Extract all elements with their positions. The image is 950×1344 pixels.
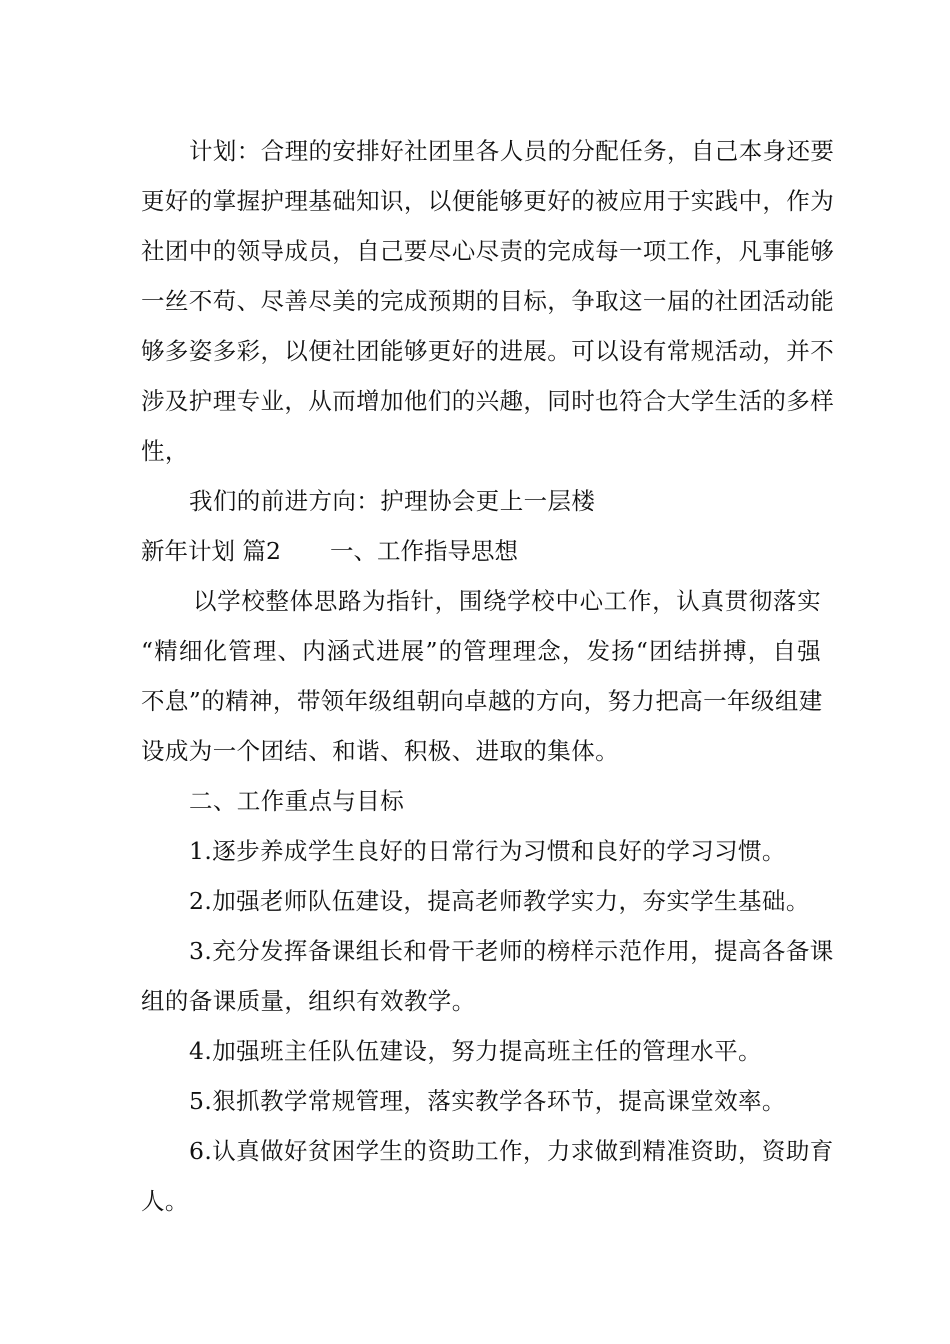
heading-focus-goals: 二、工作重点与目标 <box>189 787 405 815</box>
text-line: 一丝不苟、尽善尽美的完成预期的目标，争取这一届的社团活动能 <box>141 287 835 315</box>
text-line: “精细化管理、内涵式进展”的管理理念，发扬“团结拼搏，自强 <box>141 637 821 665</box>
list-item-continuation: 组的备课质量，组织有效教学。 <box>141 987 476 1015</box>
text-line: 更好的掌握护理基础知识，以便能够更好的被应用于实践中，作为 <box>141 187 835 215</box>
text-line: 不息”的精神，带领年级组朝向卓越的方向，努力把高一年级组建 <box>141 687 823 715</box>
text-line: 设成为一个团结、和谐、积极、进取的集体。 <box>141 737 619 765</box>
list-item: 2.加强老师队伍建设，提高老师教学实力，夯实学生基础。 <box>189 887 810 915</box>
text-line: 够多姿多彩，以便社团能够更好的进展。可以设有常规活动，并不 <box>141 337 835 365</box>
list-item: 3.充分发挥备课组长和骨干老师的榜样示范作用，提高各备课 <box>189 937 834 965</box>
list-item: 1.逐步养成学生良好的日常行为习惯和良好的学习习惯。 <box>189 837 786 865</box>
heading-guiding-thought: 一、工作指导思想 <box>330 537 518 565</box>
text-line: 性， <box>141 437 189 465</box>
list-item: 4.加强班主任队伍建设，努力提高班主任的管理水平。 <box>189 1037 762 1065</box>
text-line: 涉及护理专业，从而增加他们的兴趣，同时也符合大学生活的多样 <box>141 387 835 415</box>
section-title: 新年计划 篇2 <box>141 537 281 565</box>
text-line: 计划：合理的安排好社团里各人员的分配任务，自己本身还要 <box>189 137 835 165</box>
list-item: 6.认真做好贫困学生的资助工作，力求做到精准资助，资助育 <box>189 1137 834 1165</box>
list-item: 5.狠抓教学常规管理，落实教学各环节，提高课堂效率。 <box>189 1087 786 1115</box>
list-item-continuation: 人。 <box>141 1187 189 1215</box>
text-line: 以学校整体思路为指针，围绕学校中心工作，认真贯彻落实 <box>193 587 821 615</box>
direction-line: 我们的前进方向：护理协会更上一层楼 <box>189 487 596 515</box>
text-line: 社团中的领导成员，自己要尽心尽责的完成每一项工作，凡事能够 <box>141 237 835 265</box>
